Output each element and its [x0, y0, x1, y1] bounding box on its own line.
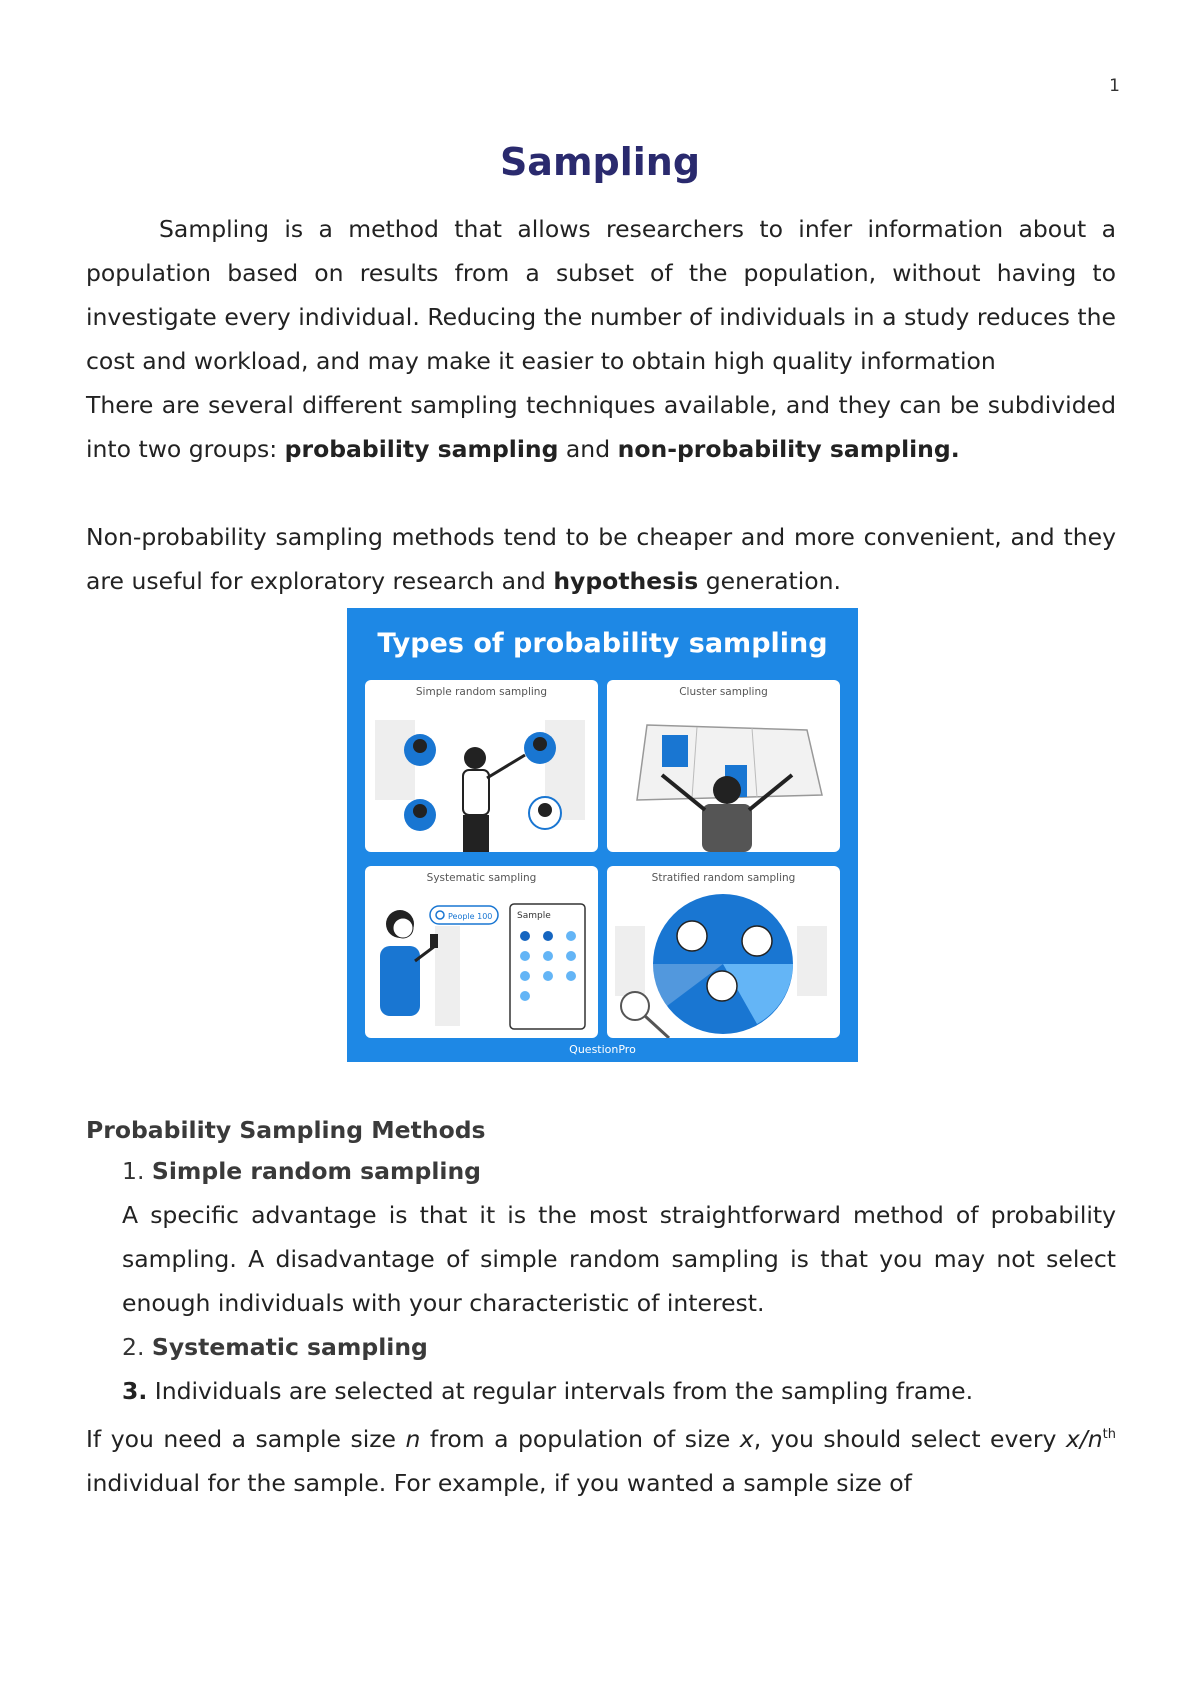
method-item-1	[122, 1149, 1116, 1193]
systematic-search-text: People 100	[448, 912, 493, 921]
sample-size-text: , you should select every	[753, 1424, 1066, 1453]
panel-label: Simple random sampling	[415, 686, 548, 698]
systematic-illustration	[365, 866, 598, 1038]
var-x-over-n: x/n	[1065, 1424, 1103, 1453]
sample-size-paragraph	[86, 1413, 1116, 1505]
non-probability-paragraph	[86, 515, 1116, 603]
document-title: Sampling	[499, 140, 701, 184]
non-probability-text: Non-probability sampling methods tend to be cheaper and more convenient, and they are useful for exploratory research and	[86, 523, 1116, 595]
probability-sampling-infographic	[347, 608, 858, 1062]
panel-simple-random	[365, 680, 598, 852]
method-title: Simple random sampling	[151, 1157, 481, 1185]
panel-cluster	[607, 680, 840, 852]
cluster-illustration	[607, 680, 840, 852]
probability-sampling-term: probability sampling	[284, 435, 559, 463]
questionpro-logo: QuestionPro	[569, 1043, 636, 1056]
method-number: 3.	[122, 1377, 148, 1405]
ordinal-suffix: th	[1102, 1427, 1116, 1442]
panel-label: Cluster sampling	[679, 686, 768, 698]
method-number: 1.	[122, 1157, 145, 1185]
intro-paragraph: Sampling is a method that allows researchers to infer information about a population based on results from a subset of the population, without having to investigate every individual. Reducing the number of individuals in a study reduces the cost and workload, and may make it easier to obtain high quality information	[86, 215, 1116, 375]
techniques-text: There are several different sampling techniques available, and they can be subdivided into two groups:	[86, 391, 1116, 463]
method-item-2	[122, 1325, 1116, 1369]
systematic-sample-text: Sample	[517, 911, 551, 921]
var-n: n	[405, 1424, 421, 1453]
simple-random-description: A specific advantage is that it is the most straightforward method of probability sampling. A disadvantage of simple random sampling is that you may not select enough individuals with your characteristic of interest.	[122, 1201, 1116, 1317]
panel-stratified	[607, 866, 840, 1038]
method-text: Individuals are selected at regular intervals from the sampling frame.	[154, 1377, 974, 1405]
sample-size-text: individual for the sample. For example, if you wanted a sample size of	[86, 1468, 912, 1497]
sample-size-text: If you need a sample size	[86, 1424, 406, 1453]
method-number: 2.	[122, 1333, 145, 1361]
panel-label: Systematic sampling	[426, 872, 537, 884]
non-probability-sampling-term: non-probability sampling.	[617, 435, 960, 463]
hypothesis-term: hypothesis	[553, 567, 699, 595]
techniques-and: and	[558, 435, 618, 463]
non-probability-end: generation.	[698, 567, 842, 595]
page-number: 1	[1109, 76, 1120, 96]
stratified-illustration	[607, 866, 840, 1038]
method-item-3	[122, 1369, 1116, 1413]
infographic-title: Types of probability sampling	[377, 628, 828, 659]
methods-heading: Probability Sampling Methods	[86, 1116, 486, 1144]
techniques-paragraph	[86, 383, 1116, 471]
simple-random-illustration	[365, 680, 598, 852]
var-x: x	[739, 1424, 754, 1453]
panel-systematic	[365, 866, 598, 1038]
sample-size-text: from a population of size	[420, 1424, 740, 1453]
method-title: Systematic sampling	[151, 1333, 428, 1361]
panel-label: Stratified random sampling	[651, 872, 796, 884]
